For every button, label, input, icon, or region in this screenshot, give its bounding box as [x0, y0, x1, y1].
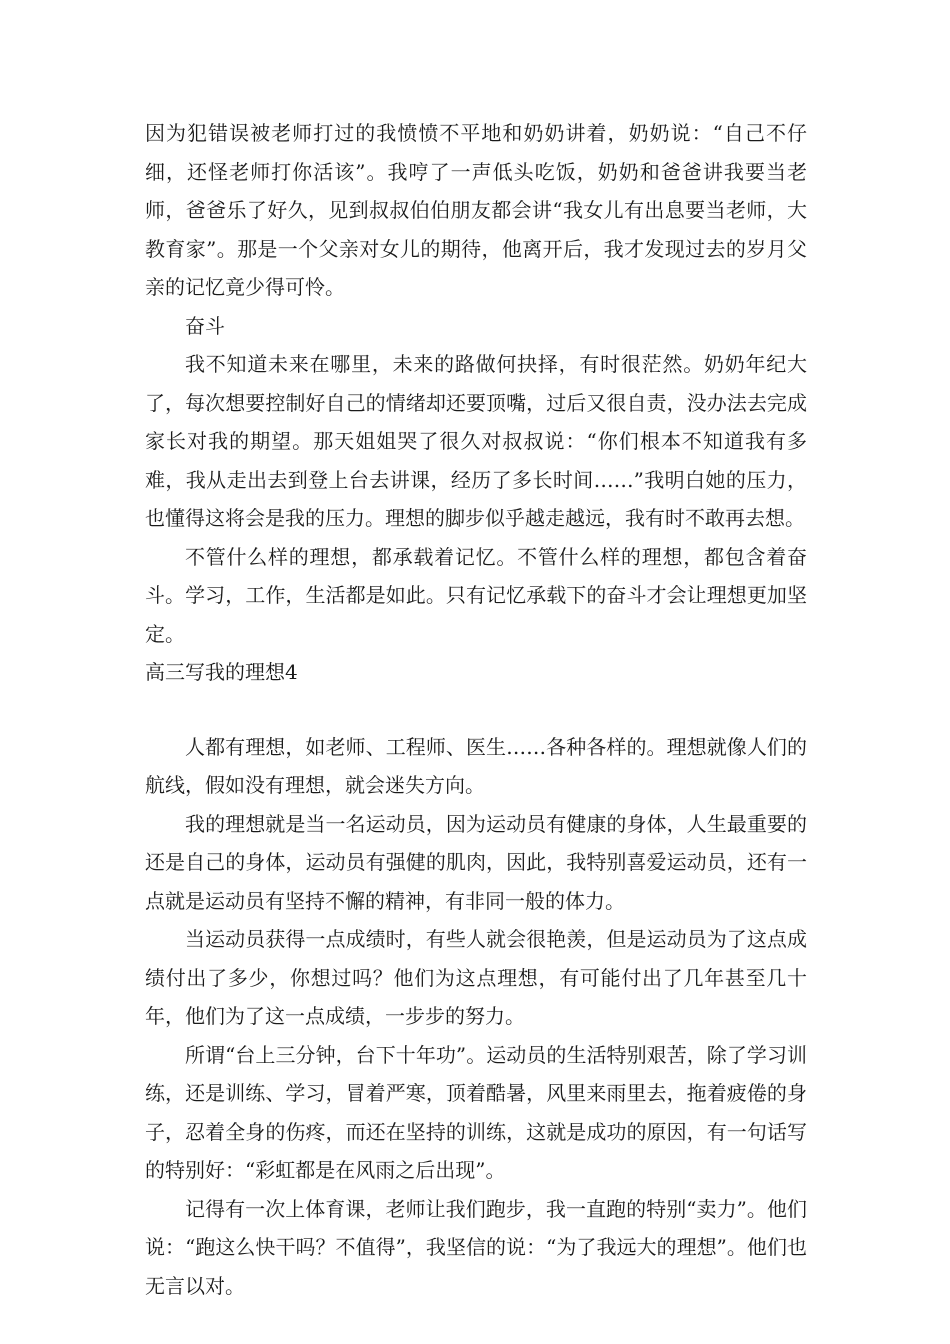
paragraph: 我的理想就是当一名运动员，因为运动员有健康的身体，人生最重要的还是自己的身体，运动员有强健的肌肉，因此，我特别喜爱运动员，还有一点就是运动员有坚持不懈的精神，有非同一般的体力。 [145, 811, 807, 913]
paragraph: 人都有理想，如老师、工程师、医生……各种各样的。理想就像人们的航线，假如没有理想，就会迷失方向。 [145, 734, 807, 797]
paragraph: 不管什么样的理想，都承载着记忆。不管什么样的理想，都包含着奋斗。学习，工作，生活都是如此。只有记忆承载下的奋斗才会让理想更加坚定。 [145, 544, 807, 646]
paragraph: 记得有一次上体育课，老师让我们跑步，我一直跑的特别“卖力”。他们说：“跑这么快干吗？不值得”，我坚信的说：“为了我远大的理想”。他们也无言以对。 [145, 1196, 807, 1298]
paragraph: 当运动员获得一点成绩时，有些人就会很艳羡，但是运动员为了这点成绩付出了多少，你想过吗？他们为这点理想，有可能付出了几年甚至几十年，他们为了这一点成绩，一步步的努力。 [145, 927, 807, 1028]
subheading-fendou: 奋斗 [185, 313, 225, 338]
paragraph: 所谓“台上三分钟，台下十年功”。运动员的生活特别艰苦，除了学习训练，还是训练、学习，冒着严寒，顶着酷暑，风里来雨里去，拖着疲倦的身子，忍着全身的伤疼，而还在坚持的训练，这就是成功的原因，有一句话写的特别好：“彩虹都是在风雨之后出现”。 [145, 1042, 807, 1182]
paragraph: 我不知道未来在哪里，未来的路做何抉择，有时很茫然。奶奶年纪大了，每次想要控制好自己的情绪却还要顶嘴，过后又很自责，没办法去完成家长对我的期望。那天姐姐哭了很久对叔叔说：“你们根本不知道我有多难，我从走出去到登上台去讲课，经历了多长时间……”我明白她的压力，也懂得这将会是我的压力。理想的脚步似乎越走越远，我有时不敢再去想。 [145, 352, 807, 530]
section-spacer [145, 692, 807, 728]
document-body [145, 114, 807, 1305]
paragraph: 因为犯错误被老师打过的我愤愤不平地和奶奶讲着，奶奶说：“自己不仔细，还怪老师打你活该”。我哼了一声低头吃饭，奶奶和爸爸讲我要当老师，爸爸乐了好久，见到叔叔伯伯朋友都会讲“我女儿有出息要当老师，大教育家”。那是一个父亲对女儿的期待，他离开后，我才发现过去的岁月父亲的记忆竟少得可怜。 [145, 121, 807, 299]
section-title: 高三写我的理想4 [145, 660, 298, 684]
